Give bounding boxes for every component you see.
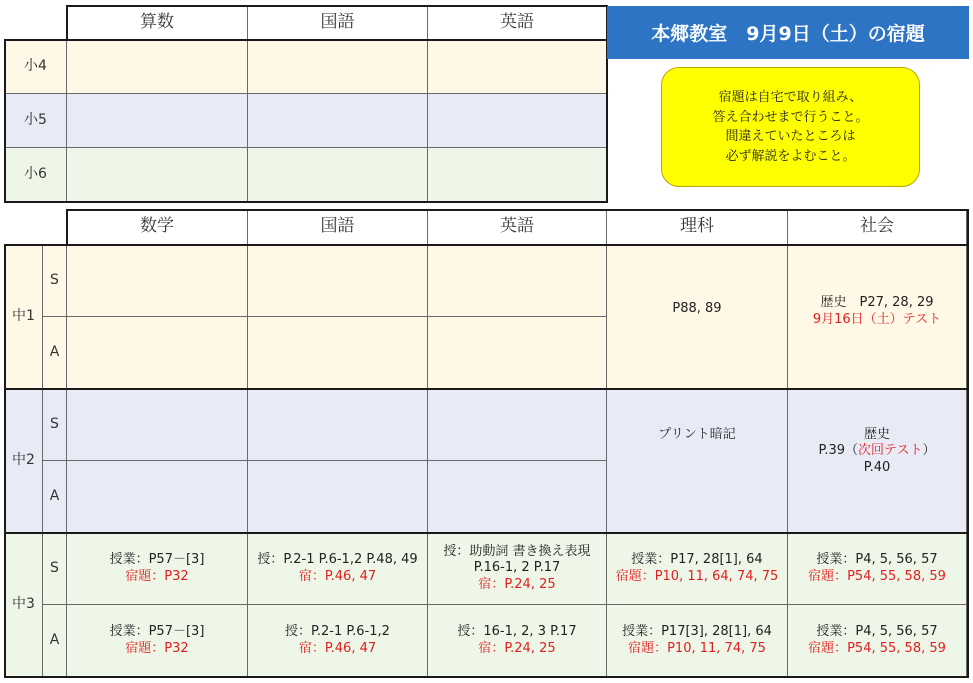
ms1-social-test: 9月16日（土）テスト <box>812 311 942 327</box>
header-english: 英語 <box>428 6 607 40</box>
cell-ms1-science <box>607 245 788 389</box>
cell-g5-english <box>428 94 607 148</box>
cell-ms2-a-japanese <box>248 461 428 533</box>
cell-ms1-a-math <box>67 317 248 389</box>
cell-ms2-s-japanese <box>248 389 428 461</box>
row-label-ms3: 中3 <box>5 533 43 677</box>
ms2-social-pages-2: P.40 <box>863 459 891 475</box>
cell-ms3-s-math: 授業：P57－[3] 宿題：P32 <box>67 533 248 605</box>
row-label-grade5: 小5 <box>5 94 67 148</box>
cell-ms3-a-english: 授：16-1, 2, 3 P.17 宿：P.24, 25 <box>428 605 607 677</box>
note-line: 間違えていたところは <box>725 129 856 144</box>
cell-ms3-s-english: 授：助動詞 書き換え表現 P.16-1, 2 P.17 宿：P.24, 25 <box>428 533 607 605</box>
header-math: 数学 <box>67 210 248 245</box>
cell-g6-arithmetic <box>67 148 248 202</box>
header-arithmetic: 算数 <box>67 6 248 40</box>
cell-ms1-s-japanese <box>248 245 428 317</box>
level-label-a: A <box>43 605 67 677</box>
cell-ms3-a-social: 授業：P4, 5, 56, 57 宿題：P54, 55, 58, 59 <box>788 605 967 677</box>
row-label-ms1: 中1 <box>5 245 43 389</box>
header-social: 社会 <box>788 210 967 245</box>
level-label-s: S <box>43 245 67 317</box>
cell-ms3-s-japanese: 授：P.2-1 P.6-1,2 P.48, 49 宿：P.46, 47 <box>248 533 428 605</box>
level-label-s: S <box>43 533 67 605</box>
page-title-banner: 本郷教室 9月9日（土）の宿題 <box>607 6 969 59</box>
note-line: 宿題は自宅で取り組み、 <box>718 90 863 105</box>
cell-ms2-s-math <box>67 389 248 461</box>
note-line: 必ず解説をよむこと。 <box>725 148 856 164</box>
cell-g6-english <box>428 148 607 202</box>
cell-ms3-a-math: 授業：P57－[3] 宿題：P32 <box>67 605 248 677</box>
header-japanese: 国語 <box>248 210 428 245</box>
level-label-a: A <box>43 317 67 389</box>
cell-ms1-a-japanese <box>248 317 428 389</box>
note-line: 答え合わせまで行うこと。 <box>712 109 869 125</box>
cell-ms3-s-science: 授業：P17, 28[1], 64 宿題：P10, 11, 64, 74, 75 <box>607 533 788 605</box>
cell-ms3-a-japanese: 授：P.2-1 P.6-1,2 宿：P.46, 47 <box>248 605 428 677</box>
cell-ms2-science <box>607 389 788 533</box>
cell-ms2-a-english <box>428 461 607 533</box>
header-japanese: 国語 <box>248 6 428 40</box>
cell-g6-japanese <box>248 148 428 202</box>
instruction-note <box>661 67 920 187</box>
level-label-s: S <box>43 389 67 461</box>
ms2-science-text: プリント暗記 <box>658 427 736 442</box>
level-label-a: A <box>43 461 67 533</box>
cell-ms1-s-english <box>428 245 607 317</box>
cell-ms1-s-math <box>67 245 248 317</box>
cell-ms1-social <box>788 245 967 389</box>
cell-g5-arithmetic <box>67 94 248 148</box>
header-science: 理科 <box>607 210 788 245</box>
header-english: 英語 <box>428 210 607 245</box>
cell-g5-japanese <box>248 94 428 148</box>
ms1-social-text: 歴史 P27, 28, 29 <box>820 295 934 311</box>
row-label-grade6: 小6 <box>5 148 67 202</box>
cell-g4-arithmetic <box>67 40 248 94</box>
ms1-science-text: P88, 89 <box>672 301 722 317</box>
cell-ms3-s-social: 授業：P4, 5, 56, 57 宿題：P54, 55, 58, 59 <box>788 533 967 605</box>
row-label-grade4: 小4 <box>5 40 67 94</box>
ms2-social-pages: P.39（次回テスト） <box>818 443 936 459</box>
row-label-ms2: 中2 <box>5 389 43 533</box>
cell-ms2-s-english <box>428 389 607 461</box>
cell-g4-japanese <box>248 40 428 94</box>
cell-ms3-a-science: 授業：P17[3], 28[1], 64 宿題：P10, 11, 74, 75 <box>607 605 788 677</box>
cell-ms2-social <box>788 389 967 533</box>
ms2-social-title: 歴史 <box>863 427 890 442</box>
cell-g4-english <box>428 40 607 94</box>
cell-ms2-a-math <box>67 461 248 533</box>
cell-ms1-a-english <box>428 317 607 389</box>
